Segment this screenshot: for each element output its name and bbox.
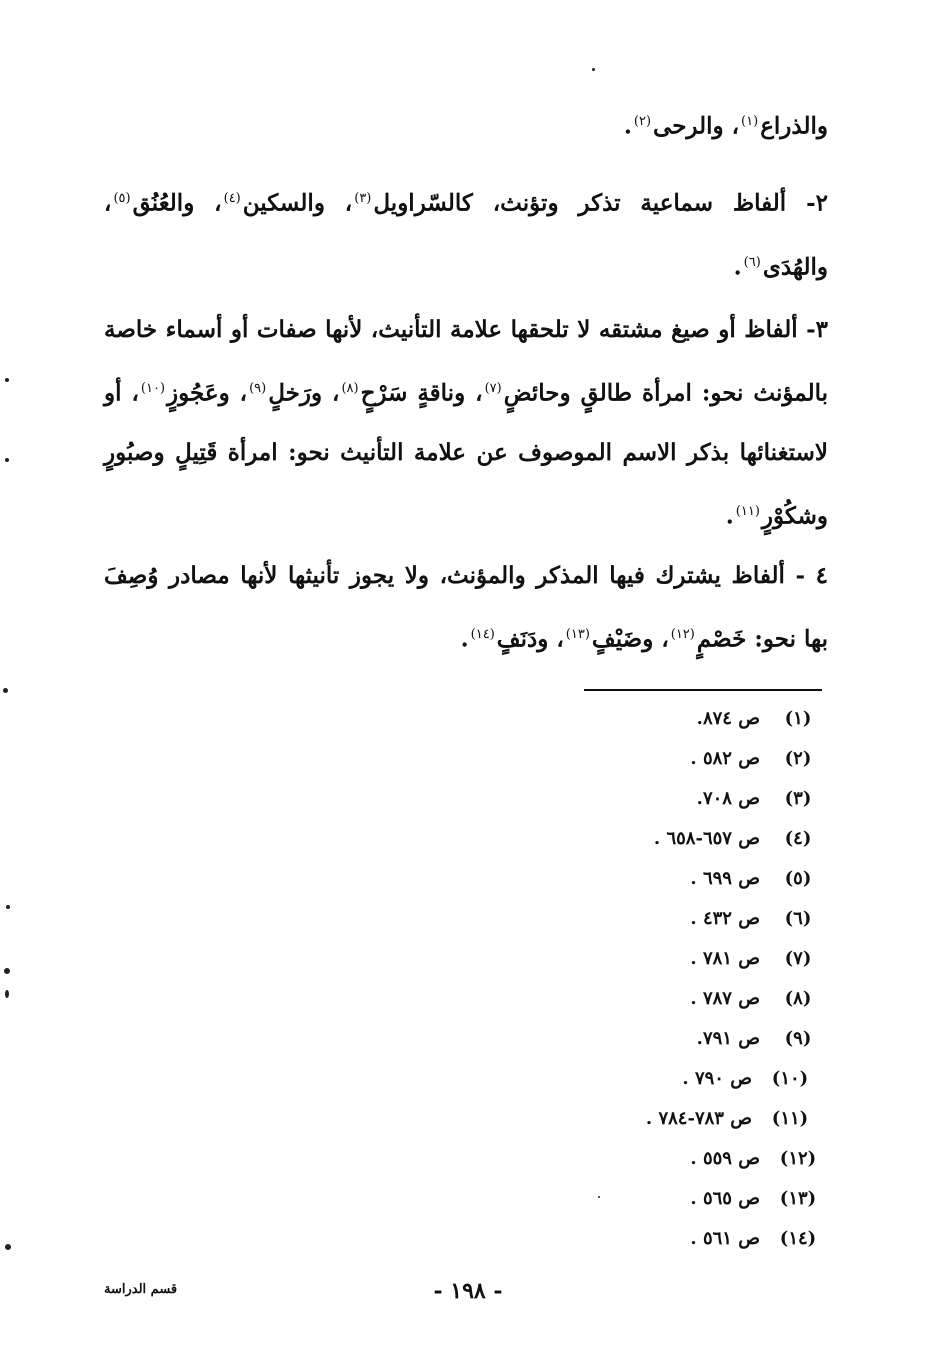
scan-speck: [4, 968, 10, 974]
footnote-item: [697, 1027, 828, 1051]
footnote-ref[interactable]: (٧): [484, 381, 502, 396]
scan-speck: [5, 1244, 11, 1250]
text-run: ، ودَنَفٍ: [496, 625, 564, 653]
footnote-text: ص ٦٥٧-٦٥٨ .: [653, 828, 760, 849]
footnote-ref[interactable]: (١١): [735, 503, 760, 519]
footnote-item: [690, 907, 828, 931]
scan-speck: [5, 458, 9, 462]
footnote-text: ص ٧٨٣-٧٨٤ .: [645, 1108, 752, 1129]
paragraph-item-4: [104, 546, 828, 669]
footnote-text: ص ٥٨٢ .: [690, 748, 760, 769]
footnote-text: ص ٧٨٧ .: [690, 988, 760, 1009]
footnote-ref[interactable]: (٣): [354, 191, 372, 206]
footnote-text: ص ٤٣٢ .: [690, 908, 760, 929]
footnote-number: (١٣): [779, 1188, 817, 1209]
footnote-text: ص ٥٦٥ .: [690, 1188, 760, 1209]
footnote-number: (٩): [784, 1028, 812, 1049]
text-run: ٤ - ألفاظ يشترك فيها المذكر والمؤنث، ولا يجوز تأنيثها لأنها مصادر وُصِفَ بها نحو: خَصْمٍ: [104, 562, 828, 653]
text-run: ، والسكين: [242, 189, 353, 217]
footnote-number: (٢): [784, 748, 812, 769]
footnote-item: [690, 1227, 828, 1251]
footnote-number: (٦): [784, 908, 812, 929]
footnote-number: (٨): [784, 988, 812, 1009]
footnote-ref[interactable]: (٨): [341, 381, 359, 396]
text-run: ، وعَجُوزٍ: [167, 379, 248, 407]
footnote-ref[interactable]: (٩): [249, 381, 267, 396]
footnote-ref[interactable]: (١): [741, 114, 759, 129]
footnote-number: (١٤): [779, 1228, 817, 1249]
text-run: ، أو لاستغنائها بذكر الاسم الموصوف عن علامة التأنيث نحو: امرأة قَتِيلٍ وصبُورٍ وشكُوْرٍ: [104, 379, 828, 530]
footnote-item: [690, 1187, 828, 1211]
footnote-number: (١٢): [779, 1148, 817, 1169]
footnote-number: (١): [784, 708, 812, 729]
footnote-number: (١١): [771, 1108, 809, 1129]
paragraph-item-3: [104, 300, 828, 545]
footnote-text: ص ٧٩٠ .: [682, 1068, 752, 1089]
footnote-ref[interactable]: (١٢): [670, 627, 695, 642]
scan-speck: [598, 1196, 600, 1198]
footnote-text: ص ٥٥٩ .: [690, 1148, 760, 1169]
footnote-text: ص ٧٠٨.: [696, 788, 760, 809]
footnote-number: (٣): [784, 788, 812, 809]
footnote-text: ص ٨٧٤.: [696, 708, 760, 729]
text-run: ، والرحى: [653, 112, 740, 140]
footnote-separator: [584, 689, 822, 691]
text-run: ٣- ألفاظ أو صيغ مشتقه لا تلحقها علامة التأنيث، لأنها صفات أو أسماء خاصة بالمؤنث نحو: امرأة طالقٍ وحائضٍ: [104, 316, 828, 407]
paragraph-item-2: [104, 169, 828, 296]
footnote-item: [690, 867, 828, 891]
footnote-number: (١٠): [771, 1068, 809, 1089]
footnote-item: [690, 947, 828, 971]
footnote-text: ص ٧٩١.: [696, 1028, 760, 1049]
page-number: - ١٩٨ -: [433, 1278, 503, 1304]
footnote-number: (٧): [784, 948, 812, 969]
footnote-ref[interactable]: (١٠): [140, 381, 166, 396]
footnote-item: [697, 787, 828, 811]
text-run: ، وضَيْفٍ: [591, 625, 669, 653]
footnote-item: [690, 987, 828, 1011]
text-run: ، ورَخلٍ: [268, 379, 340, 407]
footnote-item: [690, 1147, 828, 1171]
footnote-ref[interactable]: (٦): [743, 254, 761, 270]
text-run: .: [623, 112, 632, 140]
text-run: والذراع: [760, 112, 828, 140]
scan-speck: [5, 378, 9, 382]
footnote-ref[interactable]: (٢): [633, 114, 652, 129]
footnote-item: [690, 747, 828, 771]
footnote-item: [654, 827, 828, 851]
scan-speck: [5, 990, 9, 998]
text-run: ٢- ألفاظ سماعية تذكر وتؤنث، كالسّراويل: [373, 189, 828, 217]
footnote-text: ص ٧٨١ .: [690, 948, 760, 969]
footnote-ref[interactable]: (٤): [223, 191, 241, 206]
footnote-item: [697, 707, 828, 731]
footnote-number: (٤): [784, 828, 812, 849]
scan-speck: [3, 688, 8, 693]
scan-speck: [6, 905, 10, 909]
paragraph-continuation: [104, 92, 828, 156]
footnote-item: [682, 1067, 820, 1091]
footnote-item: [646, 1107, 820, 1131]
footnote-number: (٥): [784, 868, 812, 889]
running-footer: قسم الدراسة: [104, 1282, 178, 1297]
text-run: .: [460, 625, 469, 653]
footnote-text: ص ٦٩٩ .: [690, 868, 760, 889]
footnote-ref[interactable]: (٥): [113, 191, 131, 206]
text-run: ، والهُدَى: [104, 189, 828, 281]
text-run: .: [725, 502, 734, 530]
footnote-ref[interactable]: (١٣): [565, 627, 590, 642]
text-run: ، والعُنُق: [132, 189, 222, 217]
footnote-text: ص ٥٦١ .: [690, 1228, 760, 1249]
scan-speck: [592, 68, 595, 71]
text-run: ، وناقةٍ سَرْحٍ: [360, 379, 483, 407]
text-run: .: [733, 253, 742, 281]
footnote-ref[interactable]: (١٤): [470, 627, 495, 642]
